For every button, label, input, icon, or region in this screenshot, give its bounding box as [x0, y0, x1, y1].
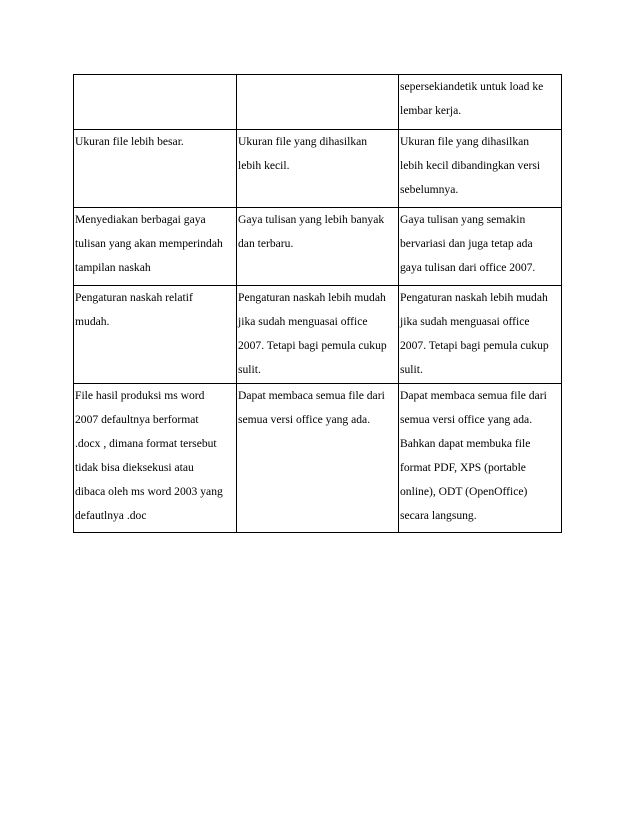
cell-text-line: sulit. — [238, 363, 261, 376]
cell-text-line: semua versi office yang ada. — [238, 413, 371, 426]
table-row — [74, 286, 562, 384]
cell-text-line: lembar kerja. — [400, 104, 462, 117]
table-cell — [237, 286, 399, 384]
table-cell — [74, 208, 237, 286]
cell-text-line: tidak bisa dieksekusi atau — [75, 461, 194, 474]
cell-text-line: online), ODT (OpenOffice) — [400, 485, 528, 498]
cell-text-line: Bahkan dapat membuka file — [400, 437, 531, 450]
table-cell — [237, 384, 399, 533]
cell-text-line: File hasil produksi ms word — [75, 389, 205, 402]
cell-text-line: .docx , dimana format tersebut — [75, 437, 217, 450]
cell-text-line: bervariasi dan juga tetap ada — [400, 237, 533, 250]
cell-text-line: Gaya tulisan yang lebih banyak — [238, 213, 385, 226]
cell-text-line: secara langsung. — [400, 509, 477, 522]
cell-text-line: Gaya tulisan yang semakin — [400, 213, 526, 226]
cell-text-line: defautlnya .doc — [75, 509, 147, 522]
cell-text-line: semua versi office yang ada. — [400, 413, 533, 426]
table-cell — [399, 286, 562, 384]
table-row — [74, 130, 562, 208]
cell-text-line: sulit. — [400, 363, 423, 376]
table-cell — [74, 75, 237, 130]
table-cell — [237, 75, 399, 130]
cell-text-line: Pengaturan naskah lebih mudah — [238, 291, 386, 304]
cell-text-line: Menyediakan berbagai gaya — [75, 213, 206, 226]
cell-text-line: sebelumnya. — [400, 183, 459, 196]
table-cell — [399, 130, 562, 208]
cell-text-line: tampilan naskah — [75, 261, 151, 274]
cell-text-line: gaya tulisan dari office 2007. — [400, 261, 536, 274]
cell-text-line: mudah. — [75, 315, 110, 328]
table-cell — [74, 286, 237, 384]
cell-text-line: 2007. Tetapi bagi pemula cukup — [400, 339, 549, 352]
table-cell — [399, 384, 562, 533]
cell-text-line: Pengaturan naskah lebih mudah — [400, 291, 548, 304]
table-cell — [74, 130, 237, 208]
table-cell — [74, 384, 237, 533]
cell-text-line: Dapat membaca semua file dari — [238, 389, 385, 402]
cell-text-line: jika sudah menguasai office — [400, 315, 530, 328]
comparison-table — [73, 74, 562, 533]
cell-text-line: Ukuran file yang dihasilkan — [238, 135, 368, 148]
cell-text-line: jika sudah menguasai office — [238, 315, 368, 328]
cell-text-line: 2007 defaultnya berformat — [75, 413, 199, 426]
cell-text-line: dan terbaru. — [238, 237, 294, 250]
table-cell — [399, 75, 562, 130]
cell-text-line: Pengaturan naskah relatif — [75, 291, 193, 304]
cell-text-line: Ukuran file lebih besar. — [75, 135, 184, 148]
cell-text-line: Ukuran file yang dihasilkan — [400, 135, 530, 148]
table-row — [74, 208, 562, 286]
table-cell — [399, 208, 562, 286]
cell-text-line: sepersekiandetik untuk load ke — [400, 80, 544, 93]
cell-text-line: Dapat membaca semua file dari — [400, 389, 547, 402]
cell-text-line: 2007. Tetapi bagi pemula cukup — [238, 339, 387, 352]
cell-text-line: lebih kecil dibandingkan versi — [400, 159, 541, 172]
cell-text-line: dibaca oleh ms word 2003 yang — [75, 485, 223, 498]
cell-text-line: lebih kecil. — [238, 159, 290, 172]
table-row — [74, 75, 562, 130]
cell-text-line: format PDF, XPS (portable — [400, 461, 526, 474]
table-cell — [237, 208, 399, 286]
table-cell — [237, 130, 399, 208]
cell-text-line: tulisan yang akan memperindah — [75, 237, 223, 250]
table-row — [74, 384, 562, 533]
